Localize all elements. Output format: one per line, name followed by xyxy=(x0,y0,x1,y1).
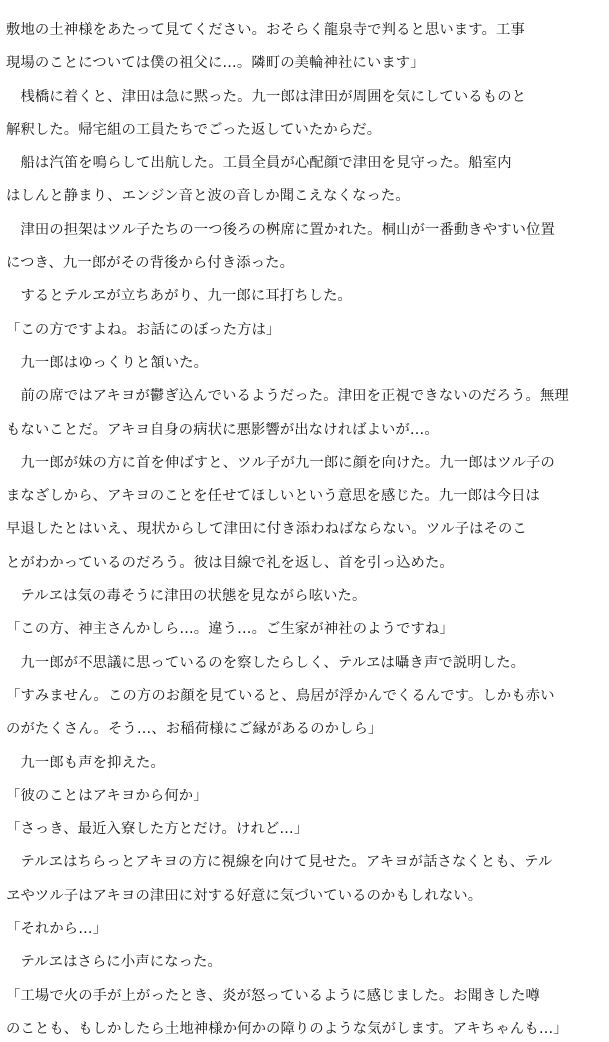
text-line: まなざしから、アキヨのことを任せてほしいという意思を感じた。九一郎は今日は xyxy=(6,488,540,505)
text-line: 九一郎が不思議に思っているのを察したらしく、テルヱは囁き声で説明した。 xyxy=(6,654,526,671)
dialogue-line: 「この方ですよね。お話にのぼった方は」 xyxy=(6,321,281,338)
text-line: 敷地の土神様をあたって見てください。おそらく龍泉寺で判ると思います。工事 xyxy=(6,22,525,38)
text-line: テルヱは気の毒そうに津田の状態を見ながら呟いた。 xyxy=(6,588,367,605)
text-line: 九一郎が妹の方に首を伸ばすと、ツル子が九一郎に顔を向けた。九一郎はツル子の xyxy=(6,454,555,471)
dialogue-line: 「すみません。この方のお顔を見ていると、鳥居が浮かんでくるんです。しかも赤い xyxy=(6,687,555,704)
text-line: はしんと静まり、エンジン音と波の音しか聞こえなくなった。 xyxy=(6,188,410,205)
text-line: につき、九一郎がその背後から付き添った。 xyxy=(6,255,295,272)
text-line: とがわかっているのだろう。彼は目線で礼を返し、首を引っ込めた。 xyxy=(6,554,454,571)
text-line: 現場のことについては僕の祖父に…。隣町の美輪神社にいます」 xyxy=(6,55,425,72)
text-line: 早退したとはいえ、現状からして津田に付き添わねばならない。ツル子はそのこ xyxy=(6,521,527,538)
text-line: するとテルヱが立ちあがり、九一郎に耳打ちした。 xyxy=(6,288,353,305)
text-line: 船は汽笛を鳴らして出航した。工員全員が心配顔で津田を見守った。船室内 xyxy=(6,155,512,172)
text-line: 津田の担架はツル子たちの一つ後ろの桝席に置かれた。桐山が一番動きやすい位置 xyxy=(6,221,555,238)
text-line: 九一郎も声を抑えた。 xyxy=(6,754,165,771)
text-line: 解釈した。帰宅組の工員たちでごった返していたからだ。 xyxy=(6,121,382,138)
text-line: 前の席ではアキヨが鬱ぎ込んでいるようだった。津田を正視できないのだろう。無理 xyxy=(6,388,569,405)
text-line: 桟橋に着くと、津田は急に黙った。九一郎は津田が周囲を気にしているものと xyxy=(6,88,527,105)
dialogue-line: 「工場で火の手が上がったとき、炎が怒っているように感じました。お聞きした噂 xyxy=(6,987,540,1004)
dialogue-line: 「彼のことはアキヨから何か」 xyxy=(6,787,208,804)
text-line: もないことだ。アキヨ自身の病状に悪影響が出なければよいが…。 xyxy=(6,421,439,438)
dialogue-line: 「さっき、最近入寮した方とだけ。けれど…」 xyxy=(6,821,309,838)
text-line: のことも、もしかしたら土地神様か何かの障りのような気がします。アキちゃんも…」 xyxy=(6,1020,568,1037)
dialogue-line: 「この方、神主さんかしら…。違う…。ご生家が神社のようですね」 xyxy=(6,621,454,638)
text-line: のがたくさん。そう…、お稲荷様にご縁があるのかしら」 xyxy=(6,721,383,738)
text-line: テルヱはちらっとアキヨの方に視線を向けて見せた。アキヨが話さなくとも、テル xyxy=(6,854,553,871)
text-line: ヱやツル子はアキヨの津田に対する好意に気づいているのかもしれない。 xyxy=(6,887,483,904)
text-line: テルヱはさらに小声になった。 xyxy=(6,954,222,971)
text-line: 九一郎はゆっくりと頷いた。 xyxy=(6,354,209,371)
dialogue-line: 「それから…」 xyxy=(6,921,108,938)
